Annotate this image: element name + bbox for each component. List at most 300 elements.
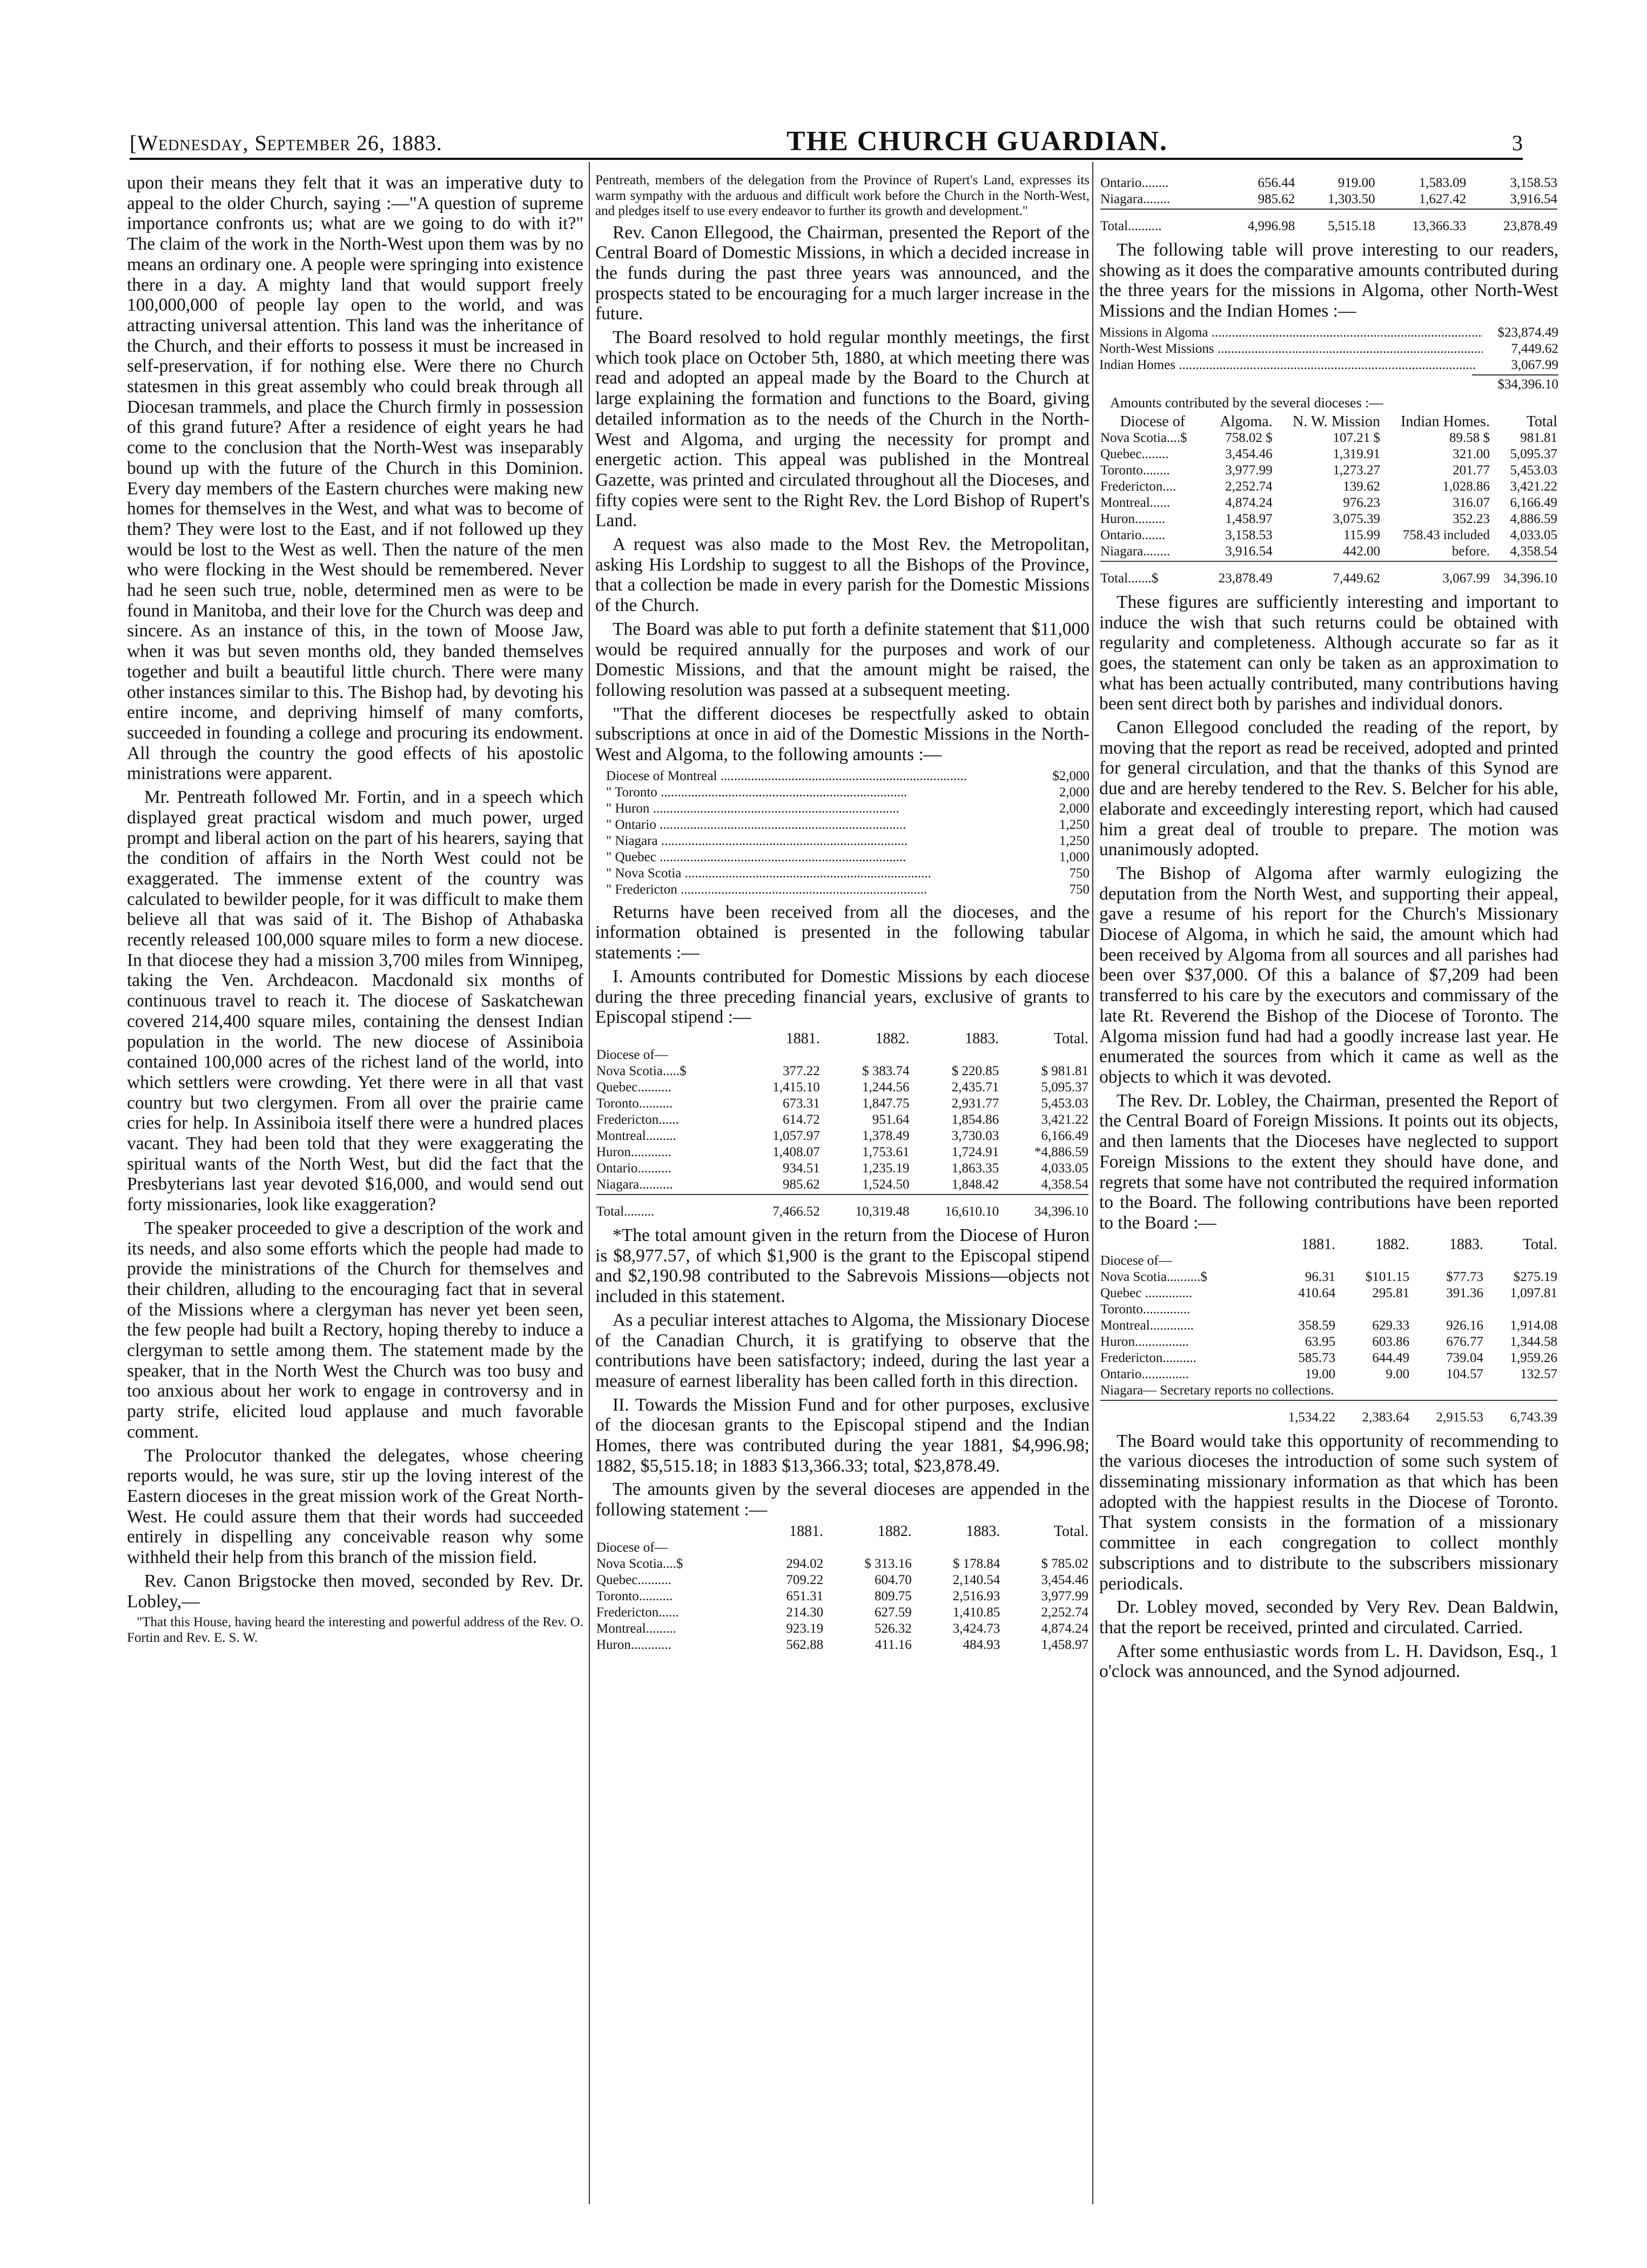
paragraph: The amounts given by the several dioceses are appended in the following statement :—	[595, 1479, 1090, 1520]
table-cell: 976.23	[1343, 495, 1380, 510]
table-cell: $ 313.16	[864, 1556, 912, 1571]
row-label: Niagara..........	[596, 1177, 673, 1192]
table-cell: 651.31	[786, 1588, 824, 1603]
table-cell: 923.19	[786, 1621, 824, 1636]
table-cell: 2,435.71	[951, 1080, 999, 1095]
row-label: Montreal.........	[596, 1129, 676, 1143]
row-label: Fredericton..........	[1100, 1350, 1196, 1365]
row-label: Montreal......	[1100, 495, 1171, 510]
table-cell: $77.73	[1446, 1269, 1484, 1284]
list-label: " Nova Scotia .....	[606, 865, 1030, 882]
row-label: Ontario..............	[1100, 1366, 1189, 1381]
table-cell: 1,097.81	[1510, 1285, 1557, 1300]
table-cell: 9.00	[1386, 1366, 1410, 1381]
table-row	[595, 1144, 1090, 1160]
table-cell: 1,378.49	[862, 1129, 910, 1143]
table-cell: 294.02	[786, 1556, 824, 1571]
row-label: Montreal.........	[596, 1621, 676, 1636]
table-header: 1883.	[966, 1522, 1000, 1540]
table-total-row	[1099, 211, 1558, 234]
paragraph: A request was also made to the Most Rev. the Metropolitan, asking His Lordship to suggest to all the Bishops of the Province, that a collection be made in every parish for the Domestic Missions of the Church.	[595, 534, 1090, 616]
table-cell: 1,854.86	[951, 1112, 999, 1127]
paragraph: II. Towards the Mission Fund and for other purposes, exclusive of the diocesan grants to the Episcopal stipend and the Indian Homes, there was contributed during the year 1881, $4,996.98; 1882, $5,515.18; in 1883 $13,366.33; total, $23,878.49.	[595, 1394, 1090, 1476]
row-label: Niagara........	[1100, 543, 1171, 559]
table-header: 1882.	[1375, 1236, 1410, 1253]
table-cell	[1484, 1301, 1558, 1318]
table-header: 1881.	[1301, 1236, 1336, 1253]
table-rule	[596, 1194, 1088, 1195]
table-cell: 673.31	[783, 1096, 820, 1111]
list-amount: $34,396.10	[1497, 377, 1558, 392]
row-label: Huron............	[596, 1637, 671, 1652]
table-cell: 2,931.77	[951, 1096, 999, 1111]
table-cell: 614.72	[783, 1112, 820, 1127]
list-label: " Quebec .....	[606, 849, 1030, 865]
table-row	[595, 1621, 1090, 1637]
diocese-amounts-list	[606, 768, 1090, 898]
row-label: Nova Scotia....$	[596, 1556, 683, 1571]
table-cell: 739.04	[1446, 1350, 1484, 1365]
row-label: Nova Scotia..........$	[1100, 1269, 1207, 1284]
table-cell: 7,449.62	[1333, 571, 1380, 586]
table-cell: 3,916.54	[1510, 192, 1557, 206]
table-caption-row	[595, 1540, 1090, 1556]
table-cell: 484.93	[963, 1637, 1000, 1652]
table-body	[1099, 175, 1558, 207]
table-note: Niagara— Secretary reports no collections.	[1100, 1383, 1334, 1398]
table-cell: 295.81	[1372, 1285, 1410, 1300]
table-row	[1099, 1269, 1558, 1285]
row-label: Toronto........	[1100, 462, 1170, 478]
table-cell: 1,458.97	[1041, 1637, 1088, 1652]
table-cell: 1,303.50	[1328, 192, 1375, 206]
table-cell: 3,454.46	[1225, 446, 1273, 461]
list-label: " Niagara .....	[606, 833, 1030, 849]
table-header-row	[595, 1524, 1090, 1540]
table-cell: 34,396.10	[1034, 1204, 1088, 1219]
table-rule	[1100, 1400, 1557, 1401]
list-item	[606, 833, 1090, 849]
table-row	[595, 1572, 1090, 1588]
row-label: Total..........	[1100, 219, 1162, 233]
table-cell: 1,724.91	[951, 1145, 999, 1159]
table-body	[1099, 430, 1558, 560]
table-row	[1099, 1350, 1558, 1366]
table-header: 1881.	[789, 1522, 824, 1540]
row-label: Fredericton......	[596, 1112, 679, 1127]
table-cell: 1,319.91	[1333, 446, 1380, 461]
table-cell: 1,408.07	[772, 1145, 820, 1159]
list-item	[606, 882, 1090, 898]
table-cell: 5,453.03	[1041, 1096, 1088, 1111]
table-header: 1883.	[1449, 1236, 1484, 1253]
table-row	[1099, 1285, 1558, 1301]
table-cell: 526.32	[874, 1621, 912, 1636]
table-cell: 709.22	[786, 1572, 824, 1587]
table-cell: 3,977.99	[1225, 462, 1273, 478]
table-cell: 3,730.03	[951, 1129, 999, 1143]
paragraph: Canon Ellegood concluded the reading of the report, by moving that the report as read be received, adopted and printed for general circulation, and that the thanks of this Synod are due and are hereby tendered to the Rev. S. Belcher for his able, elaborate and exceedingly interesting report, which had caused him a great deal of trouble to prepare. The motion was unanimously adopted.	[1099, 717, 1558, 860]
list-label: Diocese of Montreal .....	[606, 768, 1030, 784]
row-label: Quebec..........	[596, 1080, 671, 1095]
table-cell: 1,235.19	[862, 1161, 910, 1176]
table-row	[1099, 1334, 1558, 1350]
paragraph: "That the different dioceses be respectfully asked to obtain subscriptions at once in aid of the Domestic Missions in the North-West and Algoma, to the following amounts :—	[595, 703, 1090, 765]
table-cell: 442.00	[1343, 543, 1380, 559]
table-cell: 23,878.49	[1218, 571, 1273, 586]
table-row	[1099, 175, 1558, 191]
table-row	[1099, 479, 1558, 495]
table-cell: 5,095.37	[1510, 446, 1557, 461]
table-cell: 3,977.99	[1041, 1588, 1088, 1603]
table-header: Algoma.	[1220, 413, 1273, 430]
table-header	[1099, 1237, 1262, 1253]
table-cell: 16,610.10	[945, 1204, 999, 1219]
table-row	[595, 1556, 1090, 1572]
table-cell: $ 785.02	[1041, 1556, 1088, 1571]
table-cell: 4,358.54	[1510, 543, 1557, 559]
row-label: Montreal.............	[1100, 1318, 1194, 1333]
mission-fund-table	[595, 1524, 1090, 1653]
list-item	[1099, 341, 1558, 357]
row-label: Total.........	[596, 1204, 655, 1219]
paragraph: Returns have been received from all the dioceses, and the information obtained is presented in the following tabular statements :—	[595, 902, 1090, 963]
table-cell: 4,033.05	[1041, 1161, 1088, 1176]
table-cell: *4,886.59	[1034, 1145, 1088, 1159]
table-rule	[1100, 209, 1557, 210]
row-label: Huron............	[596, 1145, 671, 1159]
table-cell: 5,095.37	[1041, 1080, 1088, 1095]
paragraph: The Rev. Dr. Lobley, the Chairman, presented the Report of the Central Board of Foreign Missions. It points out its objects, and then laments that the Dioceses have neglected to support Foreign Missions to the extent they should have done, and regrets that some have not contributed the required information to the Board. The following contributions have been reported to the Board :—	[1099, 1090, 1558, 1233]
table-row	[595, 1637, 1090, 1653]
table-cell: 919.00	[1337, 176, 1375, 190]
table-cell	[1336, 1301, 1410, 1318]
table-cell: 2,915.53	[1436, 1410, 1484, 1425]
table-cell: $ 220.85	[951, 1064, 999, 1078]
table-cell: 629.33	[1372, 1318, 1410, 1333]
list-label: " Huron .....	[606, 801, 1030, 817]
mission-fund-table-continued	[1099, 175, 1558, 234]
table-cell: 2,383.64	[1362, 1410, 1410, 1425]
table-row	[1099, 462, 1558, 479]
table-cell: 585.73	[1298, 1350, 1336, 1365]
table-cell: 63.95	[1305, 1334, 1336, 1349]
table-row	[595, 1128, 1090, 1144]
table-body	[595, 1556, 1090, 1653]
table-row	[1099, 1318, 1558, 1334]
foreign-missions-table	[1099, 1237, 1558, 1426]
table-cell: 676.77	[1446, 1334, 1484, 1349]
list-amount: 750	[1069, 882, 1090, 897]
table-cell: 1,273.27	[1333, 462, 1380, 478]
table-header: Indian Homes.	[1401, 413, 1490, 430]
table-cell: 1,524.50	[862, 1177, 910, 1192]
table-header: 1881.	[785, 1030, 820, 1047]
list-item	[606, 784, 1090, 801]
table-cell: 2,140.54	[952, 1572, 1000, 1587]
table-row	[1099, 1301, 1558, 1318]
table-row	[1099, 495, 1558, 511]
table-header-row	[1099, 1237, 1558, 1253]
table-cell: 5,515.18	[1328, 219, 1375, 233]
table-cell: 604.70	[874, 1572, 912, 1587]
paragraph: *The total amount given in the return from the Diocese of Huron is $8,977.57, of which $1,900 is the grant to the Episcopal stipend and $2,190.98 contributed to the Sabrevois Missions—objects not included in this statement.	[595, 1225, 1090, 1307]
table-cell: 1,415.10	[772, 1080, 820, 1095]
list-item	[606, 849, 1090, 865]
paragraph: These figures are sufficiently interesting and important to induce the wish that such returns could be obtained with regularity and completeness. Although accurate so far as it goes, the statement can only be taken as an approximation to what has been actually contributed, many contributions having been sent direct both by parishes and individual donors.	[1099, 592, 1558, 714]
table-header: Diocese of	[1120, 413, 1186, 430]
list-item	[606, 801, 1090, 817]
table-cell: 2,516.93	[952, 1588, 1000, 1603]
table-cell: 2,252.74	[1041, 1605, 1088, 1620]
table-row	[595, 1588, 1090, 1605]
table-cell: 1,057.97	[772, 1129, 820, 1143]
list-amount: 1,250	[1059, 817, 1090, 832]
table-row	[1099, 511, 1558, 527]
row-label: Toronto..........	[596, 1096, 673, 1111]
list-amount: 3,067.99	[1511, 357, 1558, 372]
list-amount: 1,250	[1059, 833, 1090, 848]
paragraph: upon their means they felt that it was an imperative duty to appeal to the older Church, saying :—"A question of supreme importance confronts us; what are we going to do with it?" The claim of the work in the North-West upon them was by no means an ordinary one. A people were springing into existence there in a day. A mighty land that would support freely 100,000,000 of people lay open to the world, and was attracting universal attention. This land was the inheritance of the Church, and their efforts to possess it must be increased in self-preservation, if for nothing else. Were there no Church statesmen in this great assembly who could break through all Diocesan trammels, and place the Church firmly in possession of this grand future? After a residence of eight years he had come to the conclusion that the North-West was inseparably bound up with the future of the Church in this Dominion. Every day members of the Eastern churches were making new homes for themselves in the West, and what was to become of them? They were lost to the East, and if not followed up they would be lost to the West as well. Then the nature of the men who were flocking in the West should be remembered. Never had he seen such true, noble, determined men as were to be found in Manitoba, and their love for the Church was deep and sincere. As an instance of this, in the town of Moose Jaw, when it was but seven months old, they banded themselves together and built a beautiful little church. There were many other instances similar to this. The Bishop had, by devoting his entire income, and depriving himself of many comforts, succeeded in founding a college and procuring its endowment. All through the country the good effects of his apostolic ministrations were apparent.	[127, 173, 583, 784]
paragraph: Rev. Canon Ellegood, the Chairman, presented the Report of the Central Board of Domestic Missions, in which a decided increase in the funds during the past three years was announced, and the prospects stated to be encouraging for a much larger increase in the future.	[595, 222, 1090, 324]
paragraph: The following table will prove interesting to our readers, showing as it does the comparative amounts contributed during the three years for the missions in Algoma, other North-West Missions and the Indian Homes :—	[1099, 240, 1558, 321]
column-2	[595, 173, 1090, 2193]
table-cell: 2,252.74	[1225, 479, 1273, 494]
table-cell: 352.23	[1453, 511, 1490, 526]
table-cell: 214.30	[786, 1605, 824, 1620]
table-cell: 627.59	[874, 1605, 912, 1620]
paragraph: I. Amounts contributed for Domestic Missions by each diocese during the three preceding financial years, exclusive of grants to Episcopal stipend :—	[595, 966, 1090, 1028]
table-caption-row	[595, 1047, 1090, 1063]
table-cell: 1,410.85	[952, 1605, 1000, 1620]
table-cell	[1262, 1301, 1336, 1318]
table-cell: 139.62	[1343, 479, 1380, 494]
table-cell: 981.81	[1520, 430, 1557, 445]
table-cell: 23,878.49	[1503, 219, 1557, 233]
table-cell: 3,421.22	[1041, 1112, 1088, 1127]
row-label: Fredericton....	[1100, 479, 1177, 494]
table-cell: 13,366.33	[1412, 219, 1467, 233]
table-cell: 3,424.73	[952, 1621, 1000, 1636]
table-row	[1099, 543, 1558, 560]
table-header-row	[1099, 414, 1558, 430]
paragraph: Mr. Pentreath followed Mr. Fortin, and in a speech which displayed great practical wisdom and much power, urged prompt and liberal action on the part of his hearers, saying that the condition of affairs in the North West could not be exaggerated. The immense extent of the country was calculated to bewilder people, for it was difficult to make them believe all that was said of it. The Bishop of Athabaska recently released 100,000 square miles to form a new diocese. In that diocese they had a mission 3,700 miles from Winnipeg, taking the Ven. Archdeacon. Macdonald six months of continuous travel to reach it. The diocese of Saskatchewan covered 214,400 square miles, containing the densest Indian population in the world. The new diocese of Assiniboia contained 100,000 acres of the richest land of the world, into which settlers were crowding. Yet there were in all that vast country but two clergymen. From all over the prairie came cries for help. In Assiniboia itself there were a hundred places vacant. They had been told that they were exaggerating the spiritual wants of the North West, but did the fact that the Presbyterians last year devoted $16,000, and would send out forty missionaries, look like exaggeration?	[127, 787, 583, 1215]
table-cell: 1,959.26	[1510, 1350, 1557, 1365]
table-cell: 34,396.10	[1503, 571, 1557, 586]
row-label: Quebec ..............	[1100, 1285, 1193, 1300]
row-label: Niagara........	[1100, 192, 1171, 206]
table-cell: 809.75	[874, 1588, 912, 1603]
paragraph: Dr. Lobley moved, seconded by Very Rev. Dean Baldwin, that the report be received, printed and circulated. Carried.	[1099, 1597, 1558, 1638]
row-label: Ontario.......	[1100, 527, 1166, 542]
table-cell: 3,454.46	[1041, 1572, 1088, 1587]
paragraph: The Prolocutor thanked the delegates, whose cheering reports would, he was sure, stir up the loving interest of the Eastern dioceses in the great mission work of the Great North-West. He could assure them that their words had succeeded entirely in dispelling any conceivable reason why some withheld their help from this branch of the mission field.	[127, 1445, 583, 1568]
table-cell: 3,158.53	[1510, 176, 1557, 190]
table-cell: 951.64	[872, 1112, 910, 1127]
page-header	[130, 125, 1523, 160]
table-cell: 4,996.98	[1247, 219, 1295, 233]
table-cell: $ 178.84	[952, 1556, 1000, 1571]
paragraph: Rev. Canon Brigstocke then moved, seconded by Rev. Dr. Lobley,—	[127, 1571, 583, 1612]
table-header: Total.	[1053, 1522, 1088, 1540]
table-cell: 4,033.05	[1510, 527, 1557, 542]
issue-date: [Wednesday, September 26, 1883.	[130, 131, 442, 155]
table-cell: 3,075.39	[1333, 511, 1380, 526]
table-header: N. W. Mission	[1293, 413, 1380, 430]
list-amount: 750	[1069, 865, 1090, 881]
table-cell: 1,583.09	[1419, 176, 1467, 190]
table-cell: 410.64	[1298, 1285, 1336, 1300]
table-cell: 1,344.58	[1510, 1334, 1557, 1349]
table-cell: 201.77	[1453, 462, 1490, 478]
table-cell: 985.62	[783, 1177, 820, 1192]
row-label: Quebec........	[1100, 446, 1169, 461]
table-cell: 10,319.48	[855, 1204, 910, 1219]
table-row	[1099, 446, 1558, 462]
table-row	[595, 1063, 1090, 1079]
table-cell: 19.00	[1305, 1366, 1336, 1381]
table-cell: 758.02 $	[1225, 430, 1273, 445]
table-header: Total	[1526, 413, 1557, 430]
table-cell: 985.62	[1258, 192, 1295, 206]
table-header	[595, 1031, 742, 1047]
table-cell: 1,028.86	[1442, 479, 1490, 494]
column-divider	[589, 162, 590, 2204]
table-cell: 758.43 included	[1402, 527, 1490, 542]
resolution-quote: Pentreath, members of the delegation from the Province of Rupert's Land, expresses its warm sympathy with the arduous and difficult work before the Church in the North-West, and pledges itself to use every endeavor to further its growth and development."	[595, 173, 1090, 218]
table-body	[1099, 1269, 1558, 1383]
table-caption: Diocese of—	[596, 1048, 668, 1062]
table-header: Total.	[1053, 1030, 1088, 1047]
table-cell: before.	[1451, 543, 1490, 559]
list-item	[1099, 357, 1558, 373]
table-cell: 132.57	[1520, 1366, 1557, 1381]
row-label: Ontario..........	[596, 1161, 671, 1176]
table-cell: 1,534.22	[1288, 1410, 1336, 1425]
table-total-row	[595, 1196, 1090, 1220]
table-header	[595, 1524, 754, 1540]
table-cell: 107.21 $	[1333, 430, 1380, 445]
page-number: 3	[1511, 131, 1523, 155]
list-label: Indian Homes .....	[1099, 357, 1483, 373]
table-caption: Diocese of—	[1100, 1253, 1172, 1268]
table-cell: 1,847.75	[862, 1096, 910, 1111]
table-total-row	[1099, 563, 1558, 587]
table-cell: 5,453.03	[1510, 462, 1557, 478]
algoma-breakdown-table	[1099, 414, 1558, 587]
table-rule	[1472, 374, 1558, 375]
table-header: 1882.	[877, 1522, 912, 1540]
table-cell: 3,916.54	[1225, 543, 1273, 559]
table-row	[595, 1160, 1090, 1177]
table-cell: 3,067.99	[1442, 571, 1490, 586]
table-row	[595, 1605, 1090, 1621]
list-label: " Toronto .....	[606, 784, 1030, 801]
table-cell: 358.59	[1298, 1318, 1336, 1333]
table-note-row	[1099, 1383, 1558, 1399]
row-label: Fredericton......	[596, 1605, 679, 1620]
row-label: Nova Scotia....$	[1100, 430, 1187, 445]
list-item	[606, 865, 1090, 882]
paragraph: The Board would take this opportunity of recommending to the various dioceses the introduction of some such system of disseminating missionary information as that which has been adopted with the happiest results in the Diocese of Toronto. That system consists in the formation of a missionary committee in each congregation to collect monthly subscriptions and to distribute to the subscribers missionary periodicals.	[1099, 1431, 1558, 1594]
list-amount: 2,000	[1059, 801, 1090, 816]
missions-summary	[1099, 325, 1558, 393]
table-cell: 316.07	[1453, 495, 1490, 510]
table-cell: 1,458.97	[1225, 511, 1273, 526]
table-cell: 115.99	[1343, 527, 1380, 542]
row-label: Toronto..............	[1100, 1301, 1191, 1317]
table-cell: 656.44	[1258, 176, 1295, 190]
table-cell: $101.15	[1365, 1269, 1410, 1284]
table-cell: 6,166.49	[1041, 1129, 1088, 1143]
domestic-missions-table	[595, 1031, 1090, 1220]
table-cell: 3,421.22	[1510, 479, 1557, 494]
table-cell: 1,244.56	[862, 1080, 910, 1095]
table-cell: 4,874.24	[1041, 1621, 1088, 1636]
list-amount: 2,000	[1059, 784, 1090, 800]
column-divider	[1092, 162, 1093, 2204]
list-item	[606, 768, 1090, 784]
list-item	[606, 817, 1090, 833]
table-cell: 377.22	[783, 1064, 820, 1078]
row-label: Huron.........	[1100, 511, 1166, 526]
list-total	[1099, 377, 1558, 393]
table-row	[595, 1096, 1090, 1112]
column-3	[1099, 173, 1558, 2193]
list-amount: 7,449.62	[1511, 341, 1558, 356]
table-cell: 6,743.39	[1510, 1410, 1557, 1425]
row-label: Nova Scotia.....$	[596, 1064, 687, 1078]
table-cell: 411.16	[875, 1637, 912, 1652]
table-row	[595, 1112, 1090, 1128]
table-cell: 321.00	[1453, 446, 1490, 461]
row-label: Huron................	[1100, 1334, 1189, 1349]
paragraph: After some enthusiastic words from L. H. Davidson, Esq., 1 o'clock was announced, and the Synod adjourned.	[1099, 1641, 1558, 1682]
table-intro: Amounts contributed by the several dioceses :—	[1110, 394, 1383, 411]
list-item	[1099, 325, 1558, 341]
table-cell: 391.36	[1446, 1285, 1484, 1300]
paragraph: As a peculiar interest attaches to Algoma, the Missionary Diocese of the Canadian Church, it is gratifying to observe that the contributions have been satisfactory; indeed, during the last year a measure of earnest liberality has been called forth in this direction.	[595, 1310, 1090, 1391]
table-rule	[1100, 561, 1557, 562]
table-cell: 603.86	[1372, 1334, 1410, 1349]
row-label: Toronto..........	[596, 1588, 673, 1603]
row-label	[1099, 1402, 1262, 1426]
table-cell: 96.31	[1305, 1269, 1336, 1284]
table-row	[1099, 430, 1558, 446]
newspaper-title: THE CHURCH GUARDIAN.	[786, 126, 1168, 157]
table-cell: 644.49	[1372, 1350, 1410, 1365]
table-body	[595, 1063, 1090, 1193]
list-amount: 1,000	[1059, 849, 1090, 864]
table-row	[595, 1177, 1090, 1193]
paragraph: The Board resolved to hold regular monthly meetings, the first which took place on October 5th, 1880, at which meeting there was read and adopted an appeal made by the Board to the Church at large explaining the formation and functions to the Board, giving detailed information as to the needs of the Church in the North-West and Algoma, and urging the necessity for prompt and energetic action. This appeal was published in the Montreal Gazette, was printed and circulated throughout all the Dioceses, and fifty copies were sent to the Right Rev. the Lord Bishop of Rupert's Land.	[595, 327, 1090, 531]
resolution-quote: "That this House, having heard the interesting and powerful address of the Rev. O. Fortin and Rev. E. S. W.	[127, 1615, 583, 1645]
table-cell: 1,863.35	[951, 1161, 999, 1176]
list-label: North-West Missions .....	[1099, 341, 1483, 357]
list-label: " Ontario .....	[606, 817, 1030, 833]
table-caption: Diocese of—	[596, 1540, 668, 1555]
list-label: Missions in Algoma .....	[1099, 325, 1483, 341]
table-cell	[1410, 1301, 1484, 1318]
table-cell: 926.16	[1446, 1318, 1484, 1333]
table-cell: $275.19	[1513, 1269, 1557, 1284]
table-caption-row	[1099, 1253, 1558, 1269]
list-amount: $2,000	[1052, 768, 1090, 783]
table-cell: 104.57	[1446, 1366, 1484, 1381]
row-label: Total.......$	[1100, 571, 1159, 586]
row-label: Ontario........	[1100, 176, 1169, 190]
table-total-row	[1099, 1402, 1558, 1426]
